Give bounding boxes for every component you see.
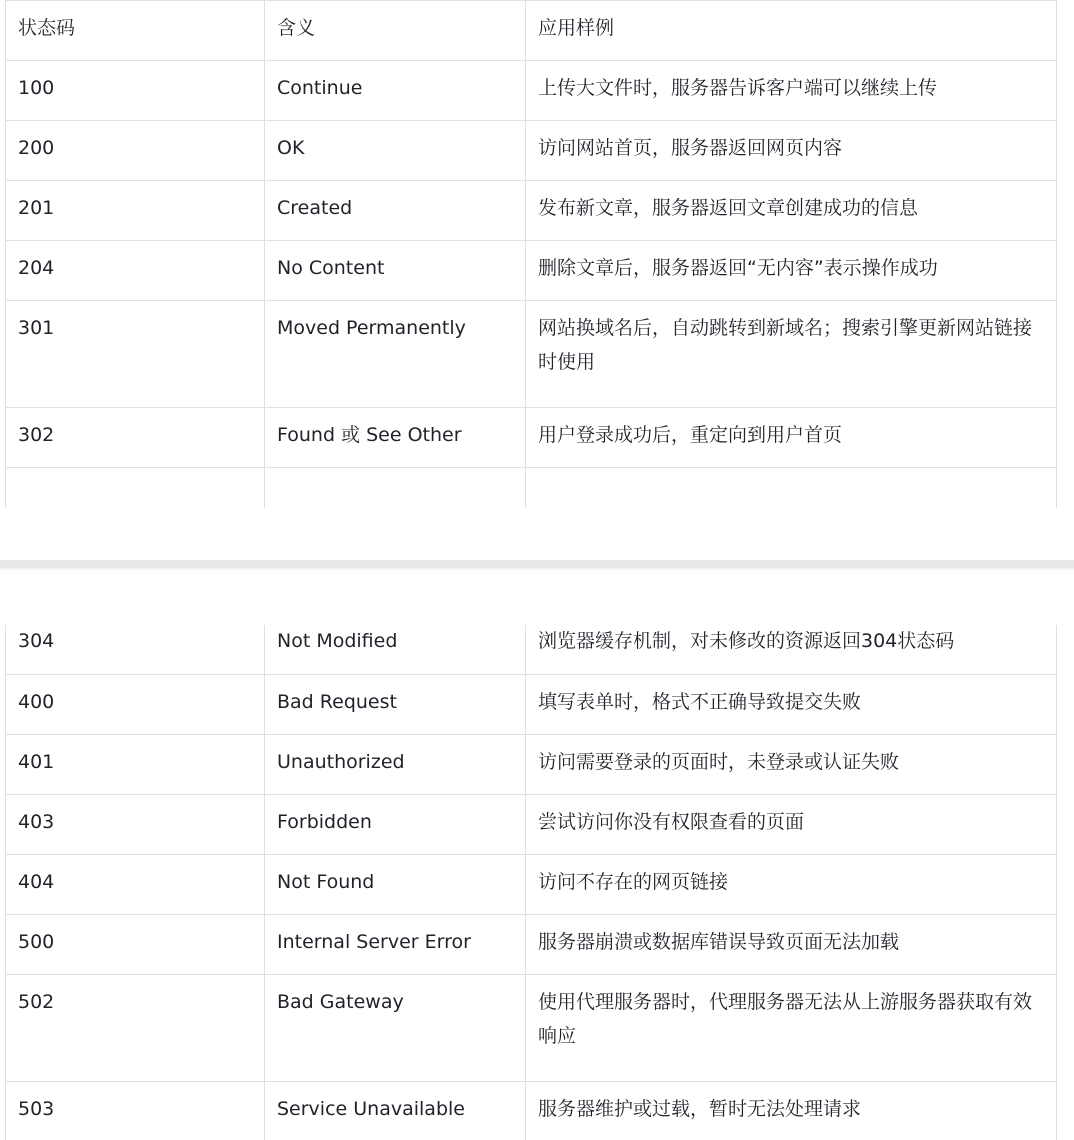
meaning-cell [265,914,526,974]
table-row [6,181,1057,241]
code-cell [6,625,265,674]
code-cell [6,1081,265,1140]
example-cell [526,974,1057,1081]
example-text: 网站换域名后，自动跳转到新域名；搜索引擎更新网站链接时使用 [538,317,1033,373]
meaning-cell [265,854,526,914]
status-code-table-continued [5,625,1057,1140]
example-text: 用户登录成功后，重定向到用户首页 [538,424,843,446]
example-cell [526,241,1057,301]
meaning-text: Bad Request [277,690,397,713]
example-text: 删除文章后，服务器返回“无内容”表示操作成功 [538,257,938,279]
table-row [6,974,1057,1081]
example-text: 使用代理服务器时，代理服务器无法从上游服务器获取有效响应 [538,990,1033,1047]
example-text: 填写表单时，格式不正确导致提交失败 [538,690,862,713]
example-text: 上传大文件时，服务器告诉客户端可以继续上传 [538,77,938,99]
example-text: 访问网站首页，服务器返回网页内容 [538,137,843,159]
meaning-text: No Content [277,257,385,279]
code-text: 404 [18,870,55,893]
table-row [6,241,1057,301]
page-divider [0,560,1074,568]
meaning-cell [265,181,526,241]
example-cell [526,1081,1057,1140]
page-divider-shade [0,568,1074,570]
code-cell [6,734,265,794]
meaning-text: Unauthorized [277,750,405,773]
meaning-text: Continue [277,77,363,99]
code-text: 301 [18,317,55,339]
code-cell [6,794,265,854]
meaning-text: Bad Gateway [277,990,404,1013]
example-text: 发布新文章，服务器返回文章创建成功的信息 [538,197,919,219]
example-text: 浏览器缓存机制，对未修改的资源返回304状态码 [538,630,955,652]
code-cell [6,854,265,914]
meaning-text: Found 或 See Other [277,424,462,446]
meaning-text: Moved Permanently [277,317,466,339]
example-cell [526,794,1057,854]
status-code-table-part-1 [5,0,1056,508]
empty-cell [6,468,265,508]
table-row [6,674,1057,734]
example-cell [526,625,1057,674]
meaning-cell [265,1081,526,1140]
code-text: 401 [18,750,55,773]
header-example-text: 应用样例 [538,17,615,39]
table-row [6,854,1057,914]
meaning-cell [265,625,526,674]
code-text: 503 [18,1097,55,1120]
table-header-row [6,1,1057,61]
meaning-text: OK [277,137,305,159]
meaning-cell [265,301,526,408]
code-cell [6,181,265,241]
table-row-cut [6,468,1057,508]
code-text: 304 [18,630,55,652]
code-text: 502 [18,990,55,1013]
header-cell-code [6,1,265,61]
code-cell [6,241,265,301]
table-row [6,1081,1057,1140]
example-cell [526,854,1057,914]
example-cell [526,674,1057,734]
example-text: 尝试访问你没有权限查看的页面 [538,810,805,833]
example-cell [526,301,1057,408]
empty-cell [265,468,526,508]
meaning-cell [265,241,526,301]
example-cell [526,734,1057,794]
table-row [6,794,1057,854]
example-cell [526,181,1057,241]
code-text: 200 [18,137,55,159]
code-cell [6,914,265,974]
code-text: 403 [18,810,55,833]
status-code-table-part-2 [5,625,1056,1140]
table-row [6,914,1057,974]
meaning-cell [265,734,526,794]
example-cell [526,61,1057,121]
example-text: 访问需要登录的页面时，未登录或认证失败 [538,750,900,773]
table-row [6,408,1057,468]
code-cell [6,121,265,181]
table-row [6,625,1057,674]
code-text: 201 [18,197,55,219]
header-cell-meaning [265,1,526,61]
header-cell-example [526,1,1057,61]
code-cell [6,674,265,734]
empty-cell [526,468,1057,508]
meaning-text: Forbidden [277,810,372,833]
meaning-cell [265,408,526,468]
meaning-cell [265,974,526,1081]
meaning-text: Not Modified [277,630,398,652]
meaning-text: Not Found [277,870,375,893]
example-cell [526,408,1057,468]
code-text: 400 [18,690,55,713]
meaning-text: Internal Server Error [277,930,471,953]
example-cell [526,914,1057,974]
example-text: 服务器维护或过载，暂时无法处理请求 [538,1097,862,1120]
header-meaning-text: 含义 [277,17,316,39]
example-text: 访问不存在的网页链接 [538,870,729,893]
meaning-text: Service Unavailable [277,1097,465,1120]
example-text: 服务器崩溃或数据库错误导致页面无法加载 [538,930,900,953]
meaning-cell [265,674,526,734]
code-text: 302 [18,424,55,446]
meaning-text: Created [277,197,353,219]
code-text: 204 [18,257,55,279]
table-row [6,121,1057,181]
code-text: 100 [18,77,55,99]
meaning-cell [265,121,526,181]
code-cell [6,408,265,468]
code-cell [6,974,265,1081]
meaning-cell [265,61,526,121]
code-text: 500 [18,930,55,953]
status-code-table [5,0,1057,508]
meaning-cell [265,794,526,854]
header-code-text: 状态码 [18,17,76,39]
table-row [6,61,1057,121]
table-row [6,734,1057,794]
code-cell [6,61,265,121]
code-cell [6,301,265,408]
example-cell [526,121,1057,181]
table-row [6,301,1057,408]
